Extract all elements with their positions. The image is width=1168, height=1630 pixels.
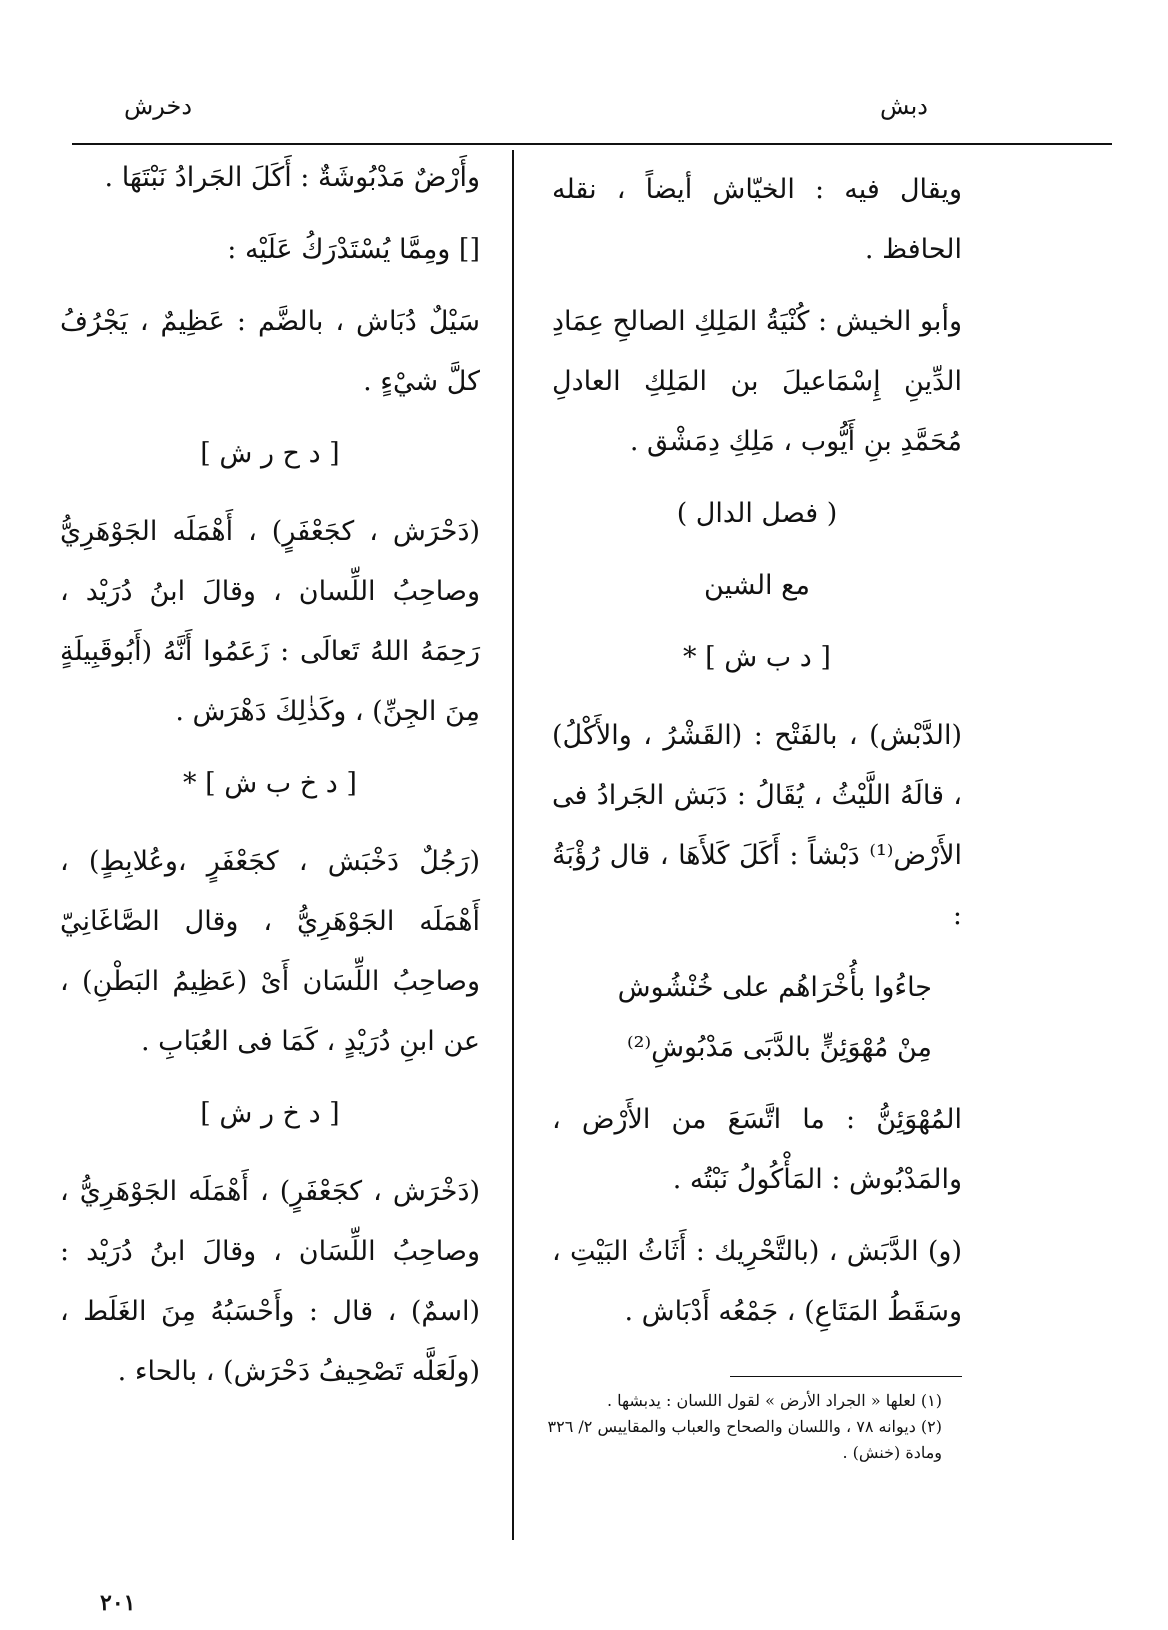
paragraph: (دَحْرَش ، كجَعْفَرٍ) ، أَهْمَلَه الجَوْهَرِيُّ وصاحِبُ اللِّسان ، وقالَ ابنُ دُرَيْد ، رَحِمَهُ اللهُ تَعالَى : زَعَمُوا أَنَّهُ (أَبُوقَبِيلَةٍ مِنَ الجِنِّ) ، وكَذٰلِكَ دَهْرَش . (60, 516, 480, 727)
entry-heading: [ د ب ش ] * (683, 642, 831, 673)
paragraph: (الدَّبْش) ، بالفَتْح : (القَشْرُ ، والأَكْلُ) ، قالَهُ اللَّيْثُ ، يُقَالُ : دَبَش الجَرادُ فى الأَرْض⁽¹⁾ دَبْشاً : أَكَلَ كَلأَهَا ، قال رُؤْبَةُ : (552, 720, 962, 931)
footnote-rule (730, 1376, 962, 1377)
footnote: (٢) ديوانه ٧٨ ، واللسان والصحاح والعباب والمقاييس ٢/ ٣٢٦ ومادة (خنش) . (547, 1417, 942, 1462)
entry-heading: [ د ح ر ش ] (200, 438, 340, 469)
verse-line: جاءُوا بأُخْرَاهُم على خُنْشُوش (617, 972, 932, 1003)
paragraph: المُهْوَئِنُّ : ما اتَّسَعَ من الأَرْض ، والمَدْبُوش : المَأْكُولُ نَبْتُه . (552, 1104, 962, 1195)
paragraph: ويقال فيه : الخيّاش أيضاً ، نقله الحافظ . (552, 174, 962, 265)
paragraph: سَيْلٌ دُبَاش ، بالضَّم : عَظِيمٌ ، يَجْرُفُ كلَّ شيْءٍ . (60, 306, 480, 397)
paragraph: [] ومِمَّا يُسْتَدْرَكُ عَلَيْه : (227, 234, 480, 265)
right-column (552, 160, 962, 1354)
section-title: ( فصل الدال ) (676, 498, 838, 529)
section-subtitle: مع الشين (704, 570, 810, 601)
verse-line: مِنْ مُهْوَئِنٍّ بالدَّبَى مَدْبُوشِ⁽²⁾ (626, 1032, 932, 1063)
left-column (60, 148, 480, 1414)
entry-heading: [ د خ ب ش ] * (183, 768, 357, 799)
paragraph: وأَرْضٌ مَدْبُوشَةٌ : أَكَلَ الجَرادُ نَبْتَهَا . (104, 162, 480, 193)
running-header-right: دبش (880, 92, 928, 120)
paragraph: (و) الدَّبَش ، (بالتَّحْرِيك : أَثَاثُ البَيْتِ ، وسَقَطُ المَتَاعِ) ، جَمْعُه أَدْبَاش . (552, 1236, 962, 1327)
footnote: (١) لعلها « الجراد الأرض » لقول اللسان : يدبشها . (606, 1391, 942, 1410)
paragraph: وأبو الخيش : كُنْيَةُ المَلِكِ الصالحِ عِمَادِ الدِّينِ إِسْمَاعيلَ بن المَلِكِ العادلِ مُحَمَّدِ بنِ أَيُّوب ، مَلِكِ دِمَشْق . (552, 306, 962, 457)
entry-heading: [ د خ ر ش ] (200, 1098, 340, 1129)
paragraph: (رَجُلٌ دَخْبَش ، كجَعْفَرٍ ،وعُلابِطٍ) ، أَهْمَلَه الجَوْهَرِيُّ ، وقال الصَّاغَانِيّ وصاحِبُ اللِّسَان أَىْ (عَظِيمُ البَطْنِ) ، عن ابنِ دُرَيْدٍ ، كَمَا فى العُبَابِ . (60, 846, 480, 1057)
paragraph: (دَخْرَش ، كجَعْفَرٍ) ، أَهْمَلَه الجَوْهَرِيُّ ، وصاحِبُ اللِّسَان ، وقالَ ابنُ دُرَيْد : (اسمٌ) ، قال : وأَحْسَبُهُ مِنَ الغَلَط ، (ولَعَلَّه تَصْحِيفُ دَحْرَش) ، بالحاء . (60, 1176, 480, 1387)
footnotes (532, 1388, 942, 1466)
header-rule (72, 143, 1112, 145)
column-divider (512, 150, 514, 1540)
page-number: ٢٠١ (100, 1590, 136, 1616)
running-header-left: دخرش (124, 92, 193, 120)
